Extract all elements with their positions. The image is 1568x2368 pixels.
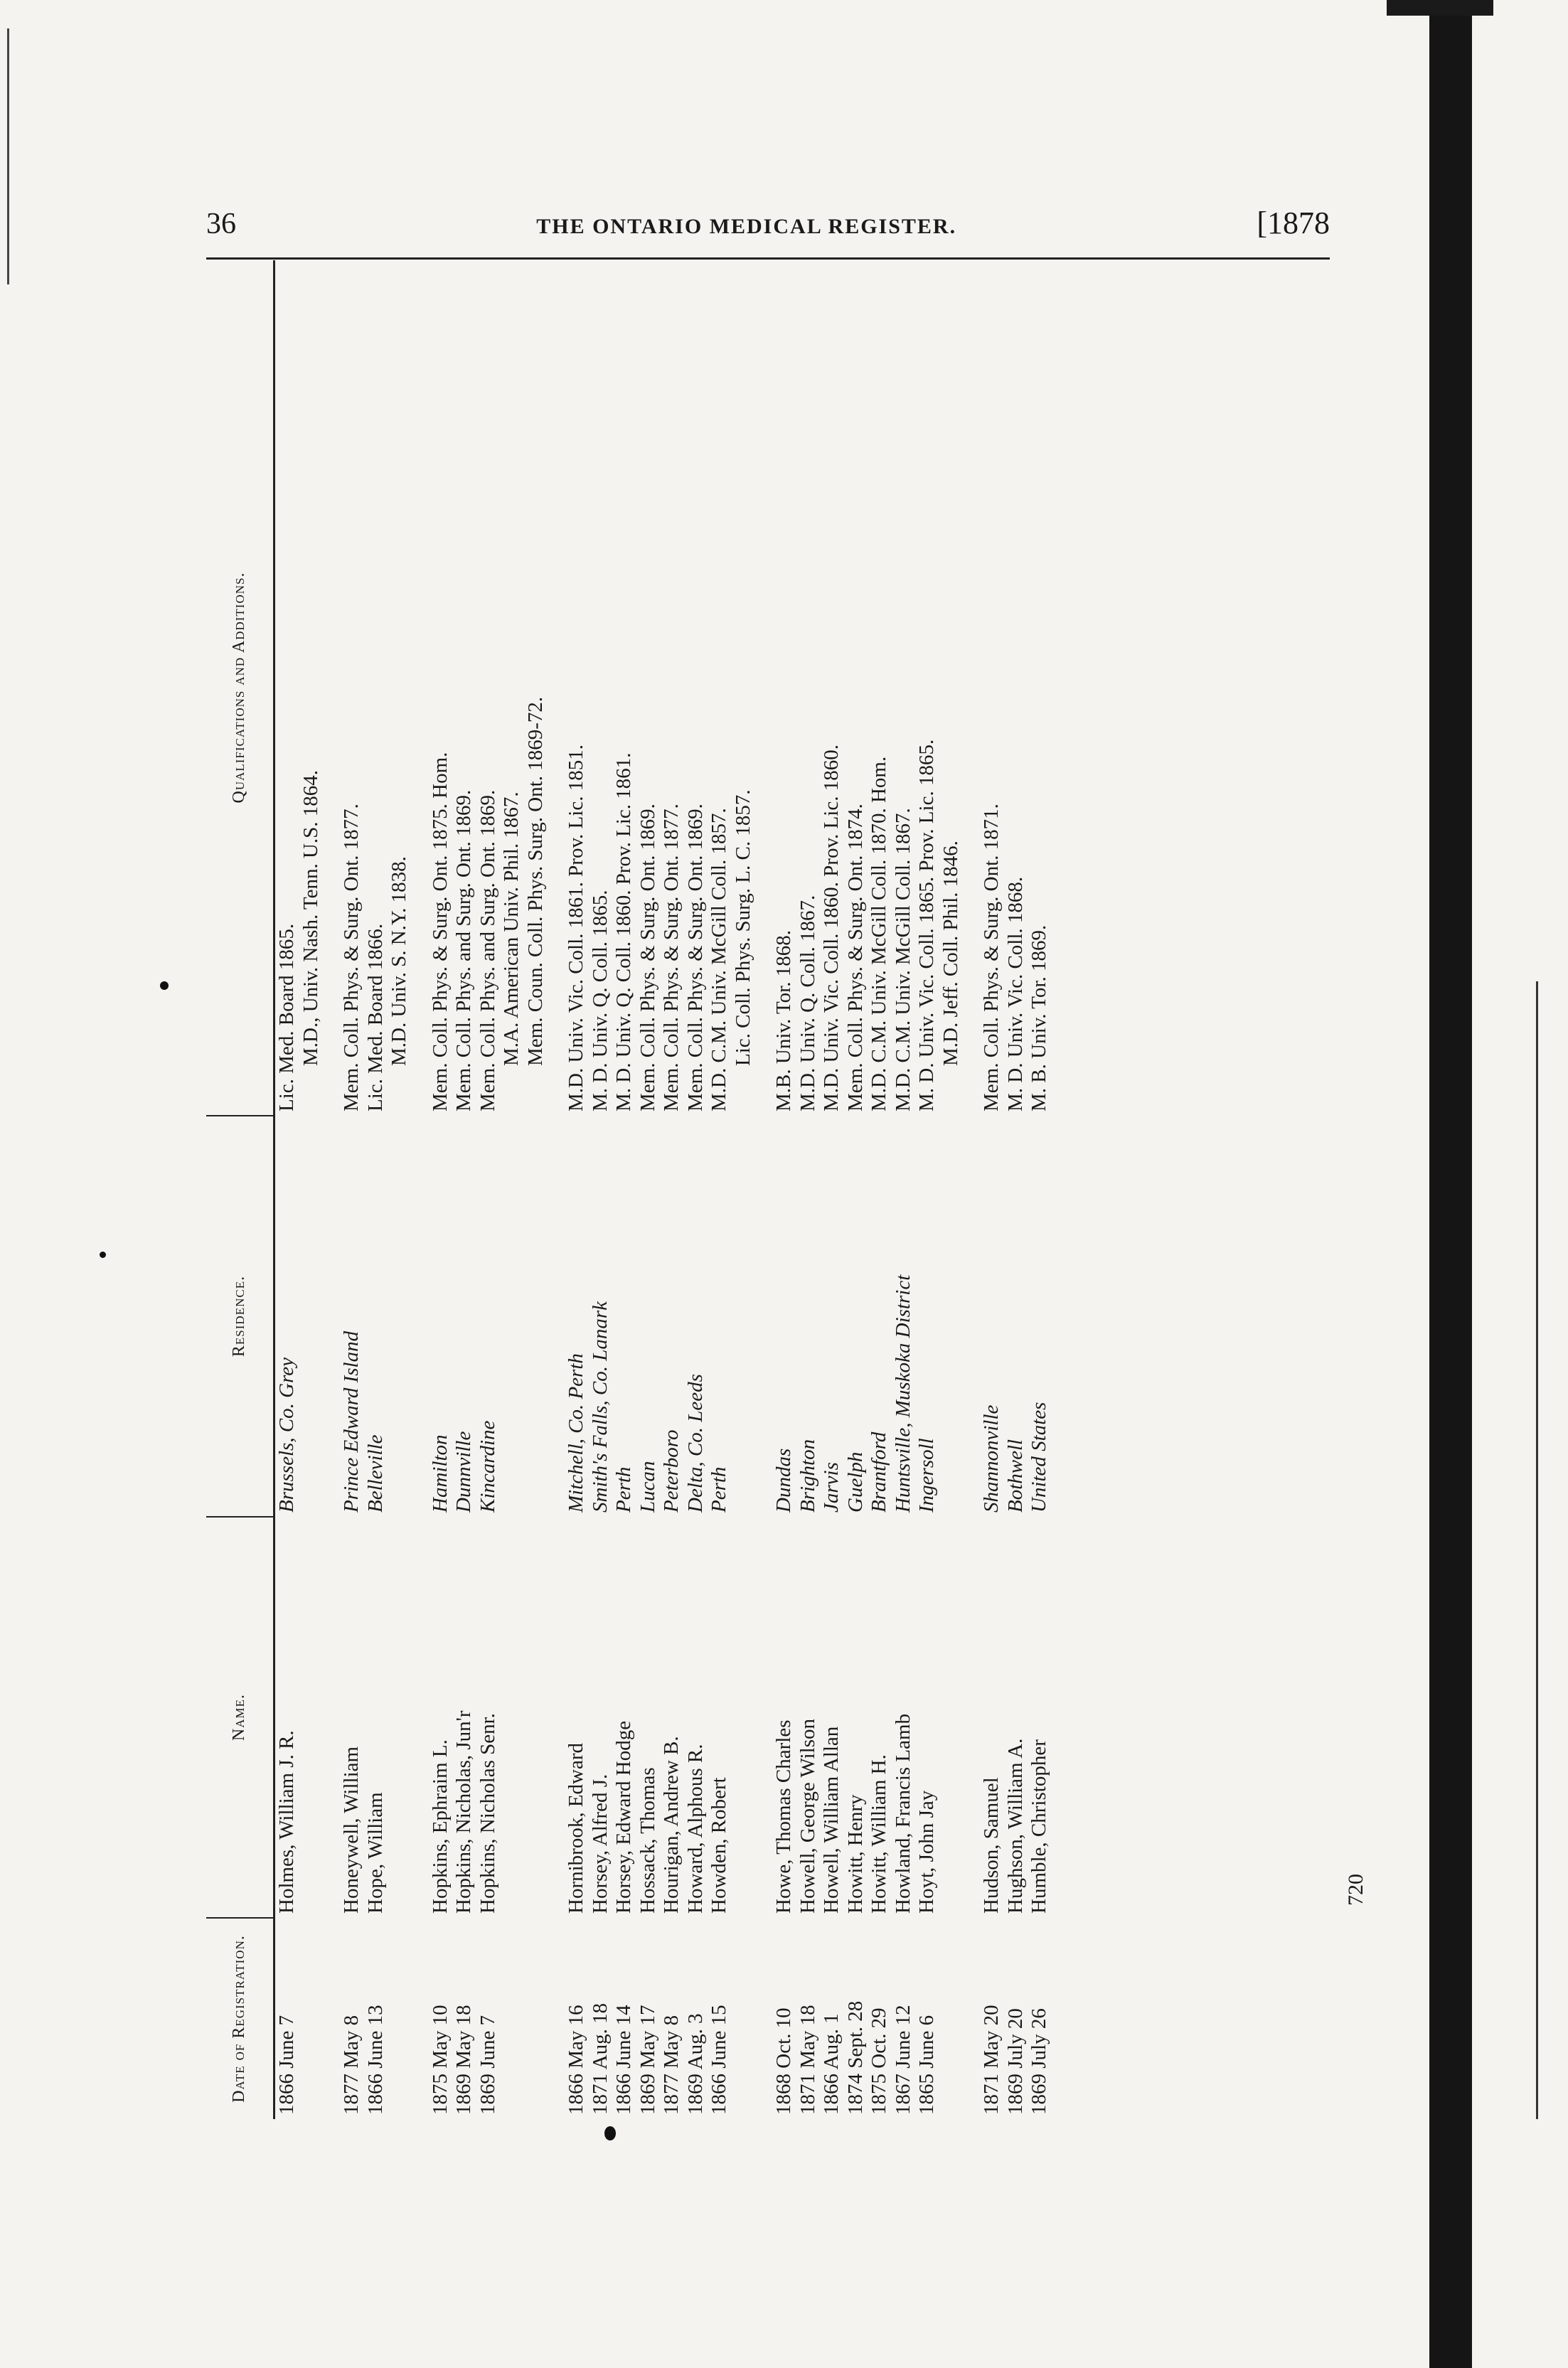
cell-residence: Shannonville (980, 1404, 1003, 1513)
cell-qualifications: M.D. Univ. Vic. Coll. 1860. Prov. Lic. 1860. (820, 745, 843, 1111)
column-header-date: Date of Registration. (206, 1918, 274, 2119)
cell-qualifications: Mem. Coll. Phys. & Surg. Ont. 1877. (340, 804, 363, 1111)
cell-residence: Perth (612, 1466, 635, 1513)
cell-residence: Huntsville, Muskoka District (891, 1274, 914, 1513)
cell-residence: Prince Edward Island (340, 1330, 363, 1513)
cell-residence: Belleville (363, 1434, 387, 1513)
cell-name (299, 1517, 324, 1918)
cell-date: 1877 May 8 (660, 2015, 683, 2115)
cell-qualifications: Lic. Med. Board 1866. (363, 923, 387, 1111)
row-spacer (755, 260, 772, 2119)
cell-residence: Brantford (868, 1431, 890, 1513)
cell-name: Hopkins, Nicholas Senr. (476, 1713, 499, 1914)
scan-edge-mark (7, 28, 9, 284)
table-row (429, 260, 453, 2119)
cell-qualifications: Mem. Coun. Coll. Phys. Surg. Ont. 1869-72. (523, 696, 547, 1066)
cell-name: Hornibrook, Edward (565, 1742, 587, 1914)
cell-name: Hossack, Thomas (636, 1767, 659, 1914)
table-row (980, 260, 1004, 2119)
cell-qualifications: M.B. Univ. Tor. 1868. (772, 930, 795, 1111)
cell-name: Hopkins, Ephraim L. (428, 1739, 452, 1914)
table-row (915, 260, 939, 2119)
cell-name: Howell, George Wilson (796, 1718, 819, 1914)
cell-qualifications: M. D. Univ. Q. Coll. 1865. (588, 890, 612, 1111)
cell-name: Howe, Thomas Charles (772, 1719, 795, 1914)
cell-residence: Bothwell (1003, 1439, 1027, 1513)
row-spacer (548, 260, 565, 2119)
cell-date: 1874 Sept. 28 (843, 2000, 867, 2115)
cell-date: 1869 July 20 (1003, 2008, 1027, 2115)
cell-date: 1867 June 12 (891, 2005, 914, 2115)
cell-residence: Perth (708, 1466, 730, 1513)
ink-speck (160, 981, 169, 990)
cell-residence: Peterboro (660, 1429, 683, 1513)
binding-top (1387, 0, 1493, 16)
cell-date: 1877 May 8 (340, 2015, 363, 2115)
cell-residence: Mitchell, Co. Perth (565, 1353, 587, 1513)
register-body (274, 260, 1052, 2119)
cell-qualifications: Mem. Coll. Phys. & Surg. Ont. 1869. (636, 804, 659, 1111)
table-row (732, 260, 756, 2119)
cell-date: 1871 May 20 (980, 2005, 1003, 2115)
cell-qualifications: M.D. C.M. Univ. McGill Coll. 1870. Hom. (868, 756, 890, 1111)
table-row (1004, 260, 1028, 2119)
cell-qualifications: Mem. Coll. Phys. and Surg. Ont. 1869. (452, 789, 475, 1111)
column-header-residence: Residence. (206, 1116, 274, 1517)
cell-residence: Kincardine (476, 1420, 499, 1513)
cell-date: 1865 June 6 (915, 2015, 938, 2115)
cell-residence (732, 1116, 756, 1517)
row-spacer (323, 260, 340, 2119)
cell-name: Horsey, Alfred J. (588, 1774, 612, 1914)
cell-qualifications: M. D. Univ. Vic. Coll. 1868. (1003, 876, 1027, 1111)
header-rule (206, 257, 1330, 260)
row-spacer (963, 260, 980, 2119)
cell-name (732, 1517, 756, 1918)
table-row (868, 260, 892, 2119)
cell-name (500, 1517, 524, 1918)
cell-residence: Guelph (843, 1451, 867, 1513)
cell-name: Honeywell, William (340, 1746, 363, 1914)
page-header (206, 205, 1330, 247)
table-row (772, 260, 796, 2119)
table-row (820, 260, 844, 2119)
cell-date: 1869 May 18 (452, 2005, 475, 2115)
footer-count: 720 (1344, 1874, 1367, 1906)
cell-name: Hoyt, John Jay (915, 1790, 938, 1914)
cell-date: 1869 May 17 (636, 2005, 659, 2115)
column-header-name: Name. (206, 1517, 274, 1918)
table-row (589, 260, 613, 2119)
cell-qualifications: M. D. Univ. Vic. Coll. 1865. Prov. Lic. 1865. (915, 739, 938, 1111)
cell-date: 1869 July 26 (1028, 2008, 1050, 2115)
ink-speck (604, 2126, 616, 2140)
cell-residence (939, 1116, 964, 1517)
cell-name: Hudson, Samuel (980, 1777, 1003, 1914)
cell-residence: Ingersoll (915, 1438, 938, 1513)
cell-residence (299, 1116, 324, 1517)
cell-qualifications: M. B. Univ. Tor. 1869. (1028, 924, 1050, 1111)
cell-date: 1869 Aug. 3 (683, 2013, 707, 2115)
table-row (340, 260, 364, 2119)
cell-qualifications: Lic. Med. Board 1865. (275, 923, 298, 1111)
cell-name: Hopkins, Nicholas, Jun'r (452, 1710, 475, 1914)
year-tag: [1878 (1257, 206, 1330, 240)
cell-date: 1868 Oct. 10 (772, 2007, 795, 2115)
cell-date: 1875 May 10 (428, 2005, 452, 2115)
cell-name: Hughson, William A. (1003, 1738, 1027, 1914)
cell-name: Howitt, Henry (843, 1794, 867, 1914)
table-row (500, 260, 524, 2119)
table-row (636, 260, 661, 2119)
table-row (476, 260, 501, 2119)
cell-qualifications: Mem. Coll. Phys. & Surg. Ont. 1877. (660, 804, 683, 1111)
register-table (206, 260, 1052, 2119)
cell-name (524, 1517, 548, 1918)
cell-name: Howden, Robert (708, 1777, 730, 1914)
cell-date: 1871 Aug. 18 (588, 2002, 612, 2115)
cell-residence (500, 1116, 524, 1517)
cell-name: Howland, Francis Lamb (891, 1713, 914, 1914)
table-row (796, 260, 821, 2119)
cell-qualifications: M.D. Univ. S. N.Y. 1838. (388, 856, 410, 1066)
table-row (684, 260, 708, 2119)
cell-qualifications: Mem. Coll. Phys. and Surg. Ont. 1869. (476, 789, 499, 1111)
table-row (452, 260, 476, 2119)
cell-qualifications: Mem. Coll. Phys. & Surg. Ont. 1874. (843, 804, 867, 1111)
cell-residence: Brighton (796, 1439, 819, 1513)
cell-qualifications: Mem. Coll. Phys. & Surg. Ont. 1869. (683, 804, 707, 1111)
cell-qualifications: M.A. American Univ. Phil. 1867. (500, 791, 523, 1066)
cell-qualifications: M.D. C.M. Univ. McGill Coll. 1857. (708, 808, 730, 1111)
cell-name: Howard, Alphous R. (683, 1744, 707, 1914)
cell-qualifications: M.D. Jeff. Coll. Phil. 1846. (939, 841, 962, 1066)
cell-qualifications: Lic. Coll. Phys. Surg. L. C. 1857. (731, 789, 754, 1066)
cell-name: Howitt, William H. (868, 1754, 890, 1914)
cell-residence: Delta, Co. Leeds (683, 1374, 707, 1513)
cell-residence (524, 1116, 548, 1517)
table-row (524, 260, 548, 2119)
cell-date: 1866 June 13 (363, 2005, 387, 2115)
cell-date: 1875 Oct. 29 (868, 2007, 890, 2115)
column-header-qualifications: Qualifications and Additions. (206, 260, 274, 1116)
cell-date: 1866 May 16 (565, 2005, 587, 2115)
table-row (565, 260, 589, 2119)
cell-residence: Lucan (636, 1461, 659, 1513)
cell-qualifications: M.D. Univ. Q. Coll. 1867. (796, 895, 819, 1111)
cell-name: Horsey, Edward Hodge (612, 1720, 635, 1914)
page-number: 36 (206, 208, 236, 240)
book-binding-shadow (1429, 0, 1472, 2368)
table-row (274, 260, 299, 2119)
table-row (388, 260, 412, 2119)
table-row (892, 260, 916, 2119)
cell-qualifications: M. D. Univ. Q. Coll. 1860. Prov. Lic. 1861. (612, 752, 635, 1111)
cell-qualifications: Mem. Coll. Phys. & Surg. Ont. 1875. Hom. (428, 752, 452, 1111)
table-row (708, 260, 732, 2119)
cell-residence: Jarvis (820, 1462, 843, 1513)
table-row (364, 260, 388, 2119)
ink-speck (100, 1252, 106, 1258)
table-row (612, 260, 636, 2119)
cell-name: Holmes, William J. R. (275, 1730, 298, 1914)
cell-residence (388, 1116, 412, 1517)
cell-residence: Brussels, Co. Grey (275, 1357, 298, 1513)
cell-date: 1866 Aug. 1 (820, 2013, 843, 2115)
running-title: THE ONTARIO MEDICAL REGISTER. (536, 215, 957, 238)
cell-name: Hourigan, Andrew B. (660, 1736, 683, 1914)
table-row (299, 260, 324, 2119)
cell-residence: Smith's Falls, Co. Lanark (588, 1301, 612, 1513)
cell-qualifications: Mem. Coll. Phys. & Surg. Ont. 1871. (980, 804, 1003, 1111)
cell-residence: Dundas (772, 1448, 795, 1513)
cell-name: Humble, Christopher (1028, 1739, 1050, 1914)
cell-date: 1871 May 18 (796, 2005, 819, 2115)
register-table-rotated (206, 270, 1367, 2119)
cell-residence: Dunnville (452, 1431, 475, 1513)
cell-name (388, 1517, 412, 1918)
cell-date: 1866 June 7 (275, 2015, 298, 2115)
cell-date: 1866 June 14 (612, 2005, 635, 2115)
cell-name: Howell, William Allan (820, 1726, 843, 1914)
cell-residence: United States (1028, 1402, 1050, 1513)
cell-date: 1866 June 15 (708, 2005, 730, 2115)
page-edge-line (1536, 981, 1538, 2119)
table-row (939, 260, 964, 2119)
table-row (844, 260, 868, 2119)
cell-name (939, 1517, 964, 1918)
cell-qualifications: M.D. C.M. Univ. McGill Coll. 1867. (891, 808, 914, 1111)
table-row (660, 260, 684, 2119)
table-row (1028, 260, 1052, 2119)
cell-qualifications: M.D., Univ. Nash. Tenn. U.S. 1864. (299, 769, 322, 1066)
cell-qualifications: M.D. Univ. Vic. Coll. 1861. Prov. Lic. 1851. (565, 745, 587, 1111)
row-spacer (412, 260, 429, 2119)
table-header-row (206, 260, 274, 2119)
cell-residence: Hamilton (428, 1434, 452, 1513)
cell-date: 1869 June 7 (476, 2015, 499, 2115)
cell-name: Hope, William (363, 1792, 387, 1914)
